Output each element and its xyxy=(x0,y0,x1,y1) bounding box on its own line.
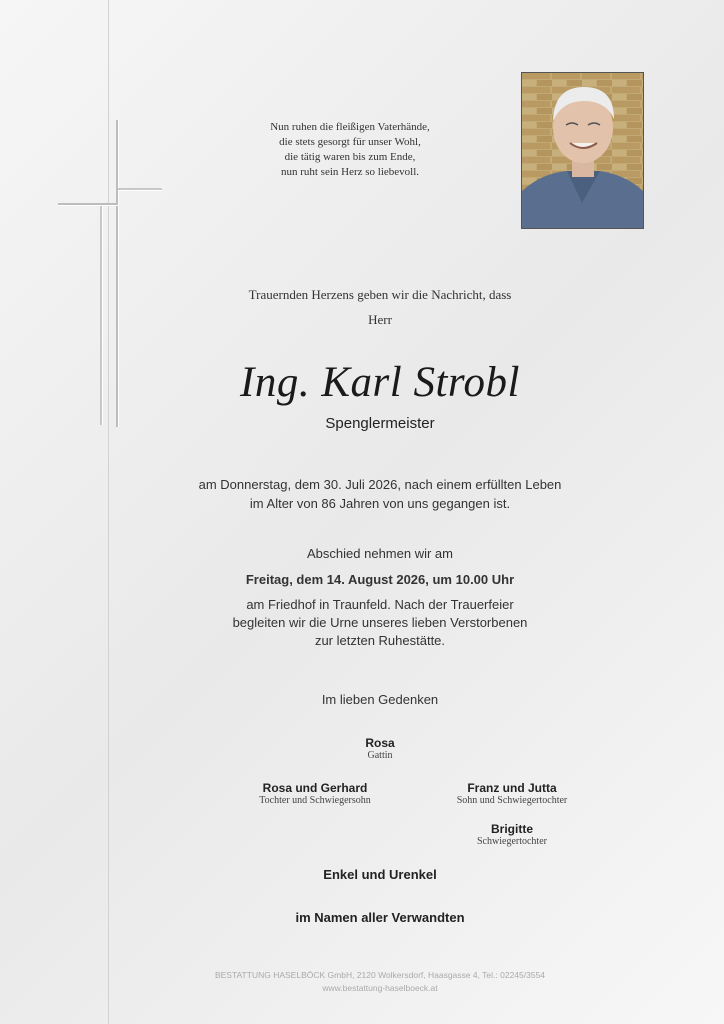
mourner-relatives: im Namen aller Verwandten xyxy=(295,910,465,925)
poem-line: nun ruht sein Herz so liebevoll. xyxy=(280,166,420,178)
mourner-spouse xyxy=(150,736,610,761)
intro-line: Trauernden Herzens geben wir die Nachricht, dass xyxy=(248,287,512,302)
mourner-brigitte xyxy=(412,822,612,847)
farewell-line-1: am Friedhof in Traunfeld. Nach der Trauerfeier xyxy=(246,597,514,612)
mourner-role: Schwiegertochter xyxy=(477,836,547,847)
footer-website: www.bestattung-haselboeck.at xyxy=(322,983,438,993)
mourner-grandchildren: Enkel und Urenkel xyxy=(323,867,437,882)
death-line-2: im Alter von 86 Jahren von uns gegangen ist. xyxy=(249,496,511,511)
mourner-name: Rosa xyxy=(365,736,395,750)
deceased-name: Ing. Karl Strobl xyxy=(240,359,520,406)
farewell-date: Freitag, dem 14. August 2026, um 10.00 Uhr xyxy=(245,572,515,587)
mourner-son xyxy=(412,781,612,806)
mourner-daughter xyxy=(215,781,415,806)
poem-line: Nun ruhen die fleißigen Vaterhände, xyxy=(270,121,430,133)
portrait-photo xyxy=(521,72,644,229)
mourner-name: Franz und Jutta xyxy=(467,781,557,795)
death-line-1: am Donnerstag, dem 30. Juli 2026, nach einem erfüllten Leben xyxy=(198,477,562,492)
poem xyxy=(225,120,475,180)
poem-line: die tätig waren bis zum Ende, xyxy=(284,151,416,163)
intro-salutation: Herr xyxy=(368,312,392,327)
mourner-role: Sohn und Schwiegertochter xyxy=(456,795,568,806)
farewell-intro: Abschied nehmen wir am xyxy=(307,546,453,561)
footer-company: BESTATTUNG HASELBÖCK GmbH, 2120 Wolkersdorf, Haasgasse 4, Tel.: 02245/3554 xyxy=(214,970,546,980)
memory-heading: Im lieben Gedenken xyxy=(321,692,439,707)
mourner-name: Rosa und Gerhard xyxy=(262,781,368,795)
mourner-role: Gattin xyxy=(367,750,393,761)
deceased-profession: Spenglermeister xyxy=(325,415,435,432)
poem-line: die stets gesorgt für unser Wohl, xyxy=(279,136,421,148)
mourner-role: Tochter und Schwiegersohn xyxy=(259,795,371,806)
farewell-line-3: zur letzten Ruhestätte. xyxy=(314,633,446,648)
farewell-line-2: begleiten wir die Urne unseres lieben Verstorbenen xyxy=(232,615,528,630)
mourner-name: Brigitte xyxy=(491,822,533,836)
left-vertical-rule xyxy=(108,0,109,1024)
